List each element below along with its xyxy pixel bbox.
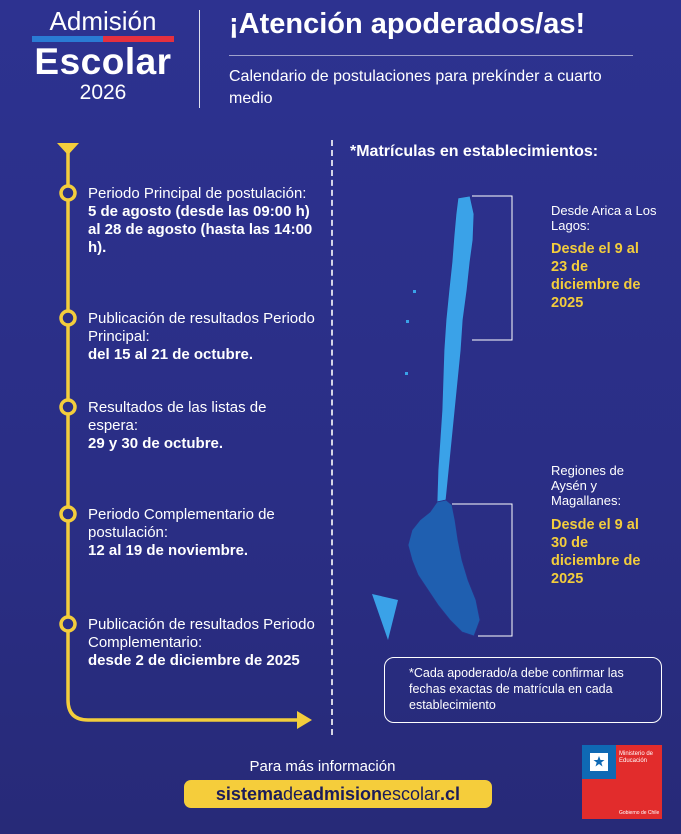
logo-line-escolar: Escolar: [34, 41, 172, 82]
url-part: admision: [303, 784, 383, 804]
north-region-label: Desde Arica a Los Lagos:: [551, 203, 657, 233]
page-title: ¡Atención apoderados/as!: [229, 8, 586, 40]
step-label: Resultados de las listas de espera:: [88, 399, 267, 434]
map-antarctica-wedge: [372, 594, 398, 640]
map-south-region: [408, 500, 480, 636]
url-part: .cl: [440, 784, 461, 804]
north-dates: Desde el 9 al 23 de diciembre de 2025: [551, 241, 641, 311]
enrollment-note: *Cada apoderado/a debe confirmar las fechas exactas de matrícula en cada establecimiento: [384, 657, 662, 723]
gobierno-de-chile-logo: [582, 745, 662, 819]
gov-line-2: Educación: [619, 758, 648, 764]
map-north-region: [437, 196, 474, 502]
step-dates: 29 y 30 de octubre.: [88, 435, 224, 452]
step-dates: desde 2 de diciembre de 2025: [88, 652, 300, 669]
enrollment-title: *Matrículas en establecimientos:: [350, 143, 599, 160]
page-subtitle: Calendario de postulaciones para prekínder a cuarto medio: [229, 68, 602, 107]
step-label: Periodo Principal de postulación:: [88, 185, 307, 202]
step-dates: 12 al 19 de noviembre.: [88, 542, 249, 559]
step-dates: 5 de agosto (desde las 09:00 h) al 28 de agosto (hasta las 14:00 h).: [88, 203, 313, 256]
south-dates: Desde el 9 al 30 de diciembre de 2025: [551, 517, 641, 587]
step-label: Periodo Complementario de postulación:: [88, 506, 275, 541]
website-link[interactable]: [184, 780, 492, 808]
coat-of-arms-icon: [586, 749, 612, 775]
step-label: Publicación de resultados Periodo Complementario:: [88, 616, 315, 651]
north-bracket: [472, 196, 512, 340]
gov-line-1: Ministerio de: [619, 751, 654, 757]
url-part: escolar: [382, 784, 441, 804]
step-dates: del 15 al 21 de octubre.: [88, 346, 254, 363]
south-region-label: Regiones de Aysén y Magallanes:: [551, 463, 624, 508]
gov-line-3: Gobierno de Chile: [619, 810, 660, 816]
logo-year: 2026: [79, 81, 127, 104]
more-info-text: Para más información: [249, 758, 396, 775]
url-part: de: [282, 784, 303, 804]
logo-line-admision: Admisión: [49, 6, 157, 36]
step-label: Publicación de resultados Periodo Principal:: [88, 310, 315, 345]
url-part: sistema: [215, 784, 283, 804]
